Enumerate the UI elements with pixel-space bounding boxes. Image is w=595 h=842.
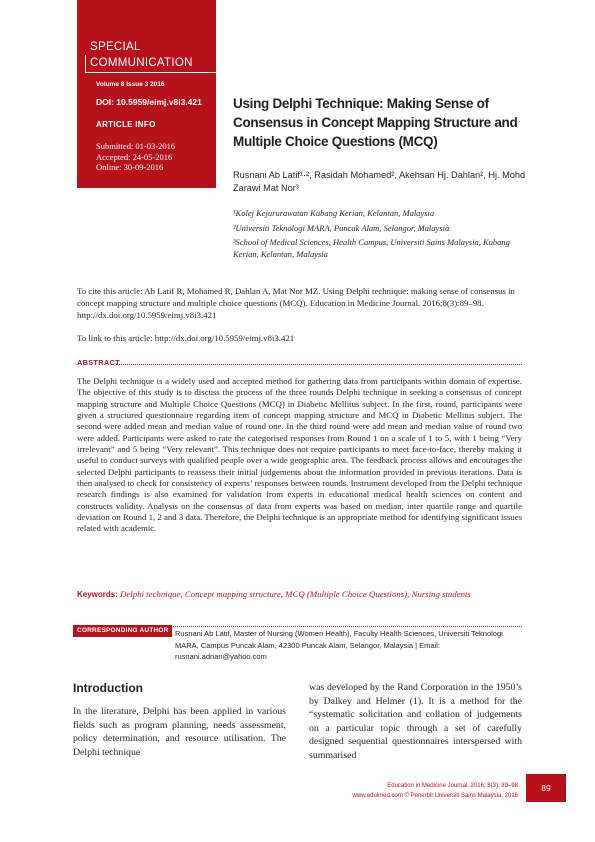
abstract-body: The Delphi technique is a widely used and accepted method for gathering data from participants within domain of expertise. The objective of this study is to discuss the process of the three rounds Delphi technique in seeking a consensus of concept mapping structure and Multiple Choice Questions (MCQ) in Diabetic Mellitus subject. In the first, round, participants were given a structured questionnaire regarding item of concept mapping structure and MCQ in Diabetic Mellitus subject. The second were added mean and median value of round one. In the third round were add mean and median value of round two were added. Participants were asked to rate the categorised responses from Round 1 on a scale of 1 to 5, with 1 being “Very irrelevant” and 5 being “Very relevant”. This technique does not require participants to meet face-to-face, thereby making it useful to conduct surveys with qualified people over a wide geographic area. The feedback process allows and encourages the selected Delphi participants to reassess their initial judgements about the information provided in previous iterations. Data is then analysed to check for consistency of experts’ responses between rounds. Instrument developed from the Delphi technique research findings is also examined for validation from experts in educational medical health sciences on content and constructs validity. Analysis on the consensus of data from experts was based on median, inter quartile range and quartile deviation on Round 1, 2 and 3 data. Therefore, the Delphi technique is an appropriate method for identifying significant issues related with academic.	[77, 376, 522, 534]
article-info-heading: ARTICLE INFO	[96, 120, 156, 129]
affiliation-1: ¹Kolej Kejururawatan Kubang Kerian, Kelantan, Malaysia	[233, 208, 435, 218]
corresponding-author-details: Rusnani Ab Latif, Master of Nursing (Women Health), Faculty Health Sciences, Universiti Teknologi MARA, Campus Puncak Alam, 42300 Puncak Alam, Selangor, Malaysia | Email: rusnani.adnan@yahoo.com	[175, 629, 503, 661]
special-label-line2: COMMUNICATION	[90, 57, 193, 69]
doi[interactable]: DOI: 10.5959/eimj.v8i3.421	[96, 97, 202, 107]
article-link[interactable]: To link to this article: http://dx.doi.org/10.5959/eimj.v8i3.421	[77, 333, 295, 343]
affiliation-3: ³School of Medical Sciences, Health Campus, Universiti Sains Malaysia, Kubang Kerian, Kelantan, Malaysia	[233, 237, 510, 259]
online-date: Online: 30-09-2016	[96, 162, 164, 172]
corresponding-author-label: CORRESPONDING AUTHOR	[73, 625, 172, 637]
divider	[85, 72, 217, 73]
citation: To cite this article: Ab Latif R, Mohamed R, Dahlan A, Mat Nor MZ. Using Delphi technique: making sense of consensus in concept mapping structure and multiple choice questions (MCQ). Education in Medicine Journal. 2016;8(3):89–98. http://dx.doi.org/10.5959/eimj.v8i3.421	[77, 286, 515, 320]
footer-info	[300, 782, 518, 801]
accepted-date: Accepted: 24-05-2016	[96, 151, 173, 162]
footer-publisher[interactable]: www.eduimed.com © Penerbit Universiti Sains Malaysia. 2016	[352, 792, 518, 799]
affiliations	[233, 208, 533, 263]
affiliation-2: ²Universiti Teknologi MARA, Puncak Alam, Selangor, Malaysia	[233, 222, 450, 233]
author-list: Rusnani Ab Latif¹·², Rasidah Mohamed², Akehsan Hj. Dahlan², Hj. Mohd Zarawi Mat Nor³	[233, 170, 526, 193]
article-dates	[96, 141, 175, 173]
paper-title: Using Delphi Technique: Making Sense of Consensus in Concept Mapping Structure and Multiple Choice Questions (MCQ)	[233, 96, 518, 149]
submitted-date: Submitted: 01-03-2016	[96, 141, 176, 151]
page-number: 89	[526, 774, 566, 802]
article-info-panel	[77, 0, 216, 188]
keywords	[77, 589, 522, 601]
abstract-heading: ABSTRACT	[77, 358, 120, 367]
footer-journal: Education in Medicine Journal. 2016; 8(3): 89–98	[387, 783, 518, 789]
decorative-bracket	[85, 55, 86, 73]
keywords-list: Delphi technique, Concept mapping structure, MCQ (Multiple Choice Questions), Nursing students	[120, 589, 471, 599]
volume-info: Volume 8 Issue 3 2016	[96, 81, 165, 88]
corresponding-rule	[168, 626, 522, 627]
intro-heading: Introduction	[73, 681, 143, 695]
intro-column-1: In the literature, Delphi has been applied in various fields such as program planning, needs assessment, policy determination, and resource utilisation. The Delphi technique	[73, 706, 286, 758]
special-label-line1: SPECIAL	[90, 41, 141, 53]
keywords-label: Keywords:	[77, 590, 118, 599]
intro-column-2: was developed by the Rand Corporation in the 1950’s by Dalkey and Helmer (1). It is a method for the “systematic solicitation and collation of judgements on a particular topic through a set of carefully designed sequential questionnaires interspersed with summarised	[309, 682, 522, 761]
abstract-rule	[116, 364, 522, 365]
